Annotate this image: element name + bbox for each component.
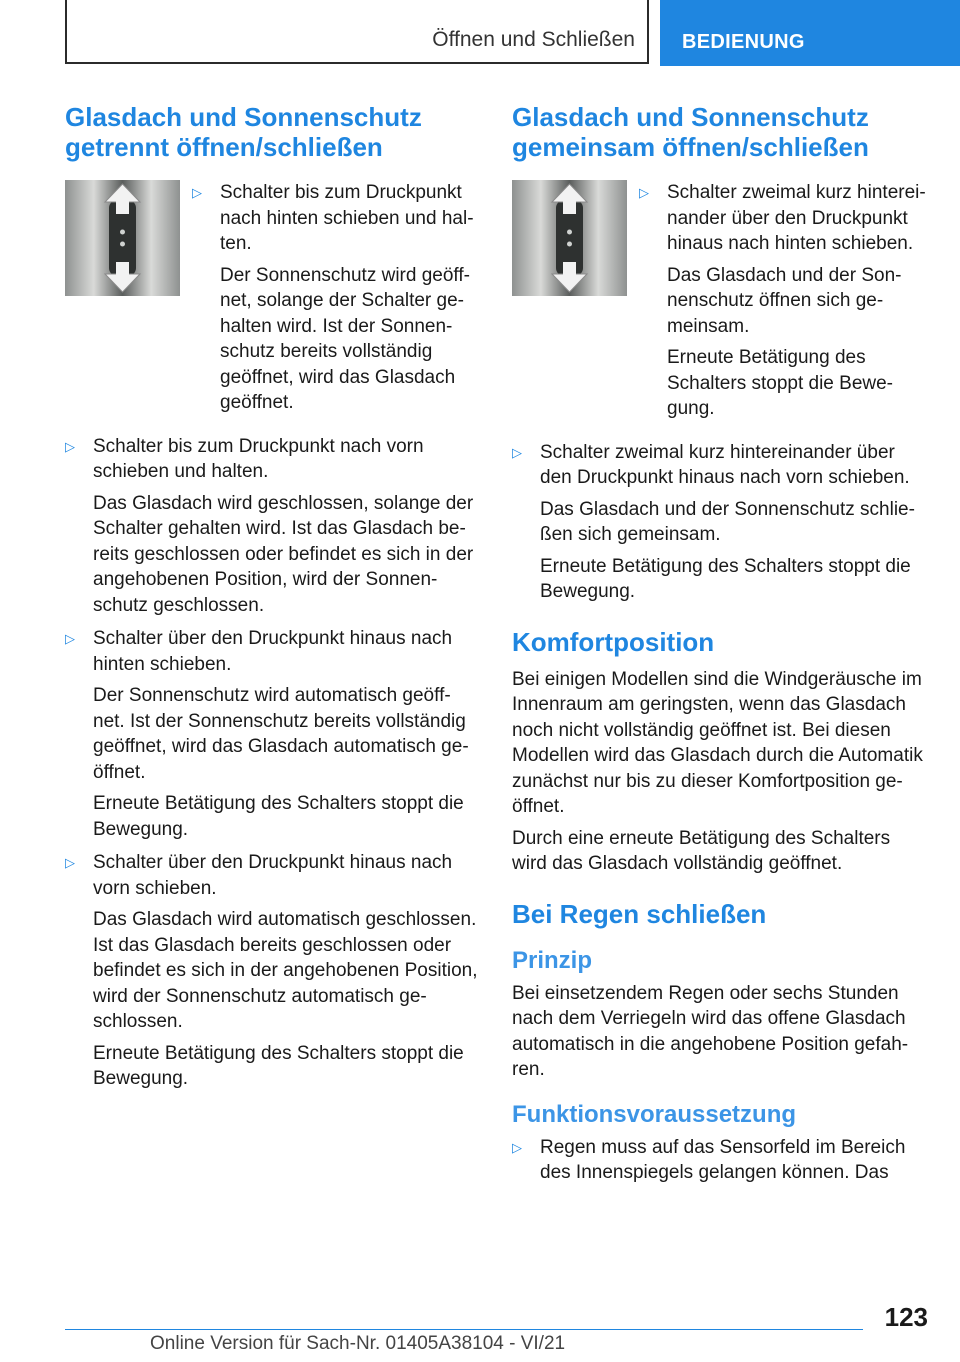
left-bullet bbox=[65, 626, 479, 842]
bullet-text: Das Glasdach wird geschlossen, solange der Schalter gehalten wird. Ist das Glasdach be-reits geschlossen oder befindet es sich in der angehobenen Position, wird der Sonnen-schutz geschlossen. bbox=[93, 492, 474, 616]
bullet-text: Schalter über den Druckpunkt hinaus nach vorn schieben. bbox=[93, 852, 453, 899]
left-bullet bbox=[65, 434, 479, 619]
bullet-triangle-icon: ▷ bbox=[65, 855, 75, 870]
bullet-text: Das Glasdach und der Sonnenschutz schlie-ßen sich gemeinsam. bbox=[540, 498, 915, 545]
header-chapter-tab bbox=[660, 0, 960, 66]
bullet-text: Der Sonnenschutz wird geöff-net, solange der Schalter ge-halten wird. Ist der Sonnen-schutz bereits vollständig geöffnet, wird das Glasdach geöffnet. bbox=[220, 264, 470, 413]
page-number: 123 bbox=[884, 1302, 928, 1332]
komfort-heading: Komfortposition bbox=[512, 626, 715, 657]
footer-divider bbox=[65, 1329, 863, 1330]
bullet-triangle-icon: ▷ bbox=[65, 438, 75, 454]
bullet-text: Das Glasdach wird automatisch geschlossen. Ist das Glasdach bereits geschlossen oder befindet es sich in der angehobenen Position, wird der Sonnenschutz automatisch ge-schlossen. bbox=[93, 909, 478, 1032]
left-bullet bbox=[65, 850, 479, 1092]
header-section-box bbox=[65, 0, 649, 64]
bullet-triangle-icon: ▷ bbox=[512, 444, 522, 460]
bullet-text: Erneute Betätigung des Schalters stoppt die Bewe-gung. bbox=[667, 347, 894, 419]
bullet-triangle-icon: ▷ bbox=[639, 185, 649, 200]
right-column bbox=[512, 102, 930, 1194]
bullet-text: Erneute Betätigung des Schalters stoppt die Bewegung. bbox=[93, 1042, 464, 1089]
roof-switch-illustration bbox=[65, 180, 180, 296]
right-figure-row bbox=[512, 180, 930, 430]
funktion-bullet bbox=[512, 1135, 930, 1186]
komfort-paragraph: Durch eine erneute Betätigung des Schalters wird das Glasdach vollständig geöffnet. bbox=[512, 827, 891, 874]
bullet-text: Schalter über den Druckpunkt hinaus nach hinten schieben. bbox=[93, 628, 453, 675]
bullet-text: Regen muss auf das Sensorfeld im Bereich des Innenspiegels gelangen können. Das bbox=[540, 1136, 906, 1183]
prinzip-paragraph: Bei einsetzendem Regen oder sechs Stunden nach dem Verriegeln wird das offene Glasdach automatisch in die angehobene Position gefah-ren. bbox=[512, 982, 909, 1080]
bullet-text: Der Sonnenschutz wird automatisch geöff-net. Ist der Sonnenschutz bereits vollständig geöffnet, wird das Glasdach automatisch ge-öffnet. bbox=[93, 685, 469, 783]
right-figure-bullet bbox=[639, 180, 930, 422]
bullet-text: Erneute Betätigung des Schalters stoppt die Bewegung. bbox=[540, 555, 911, 602]
right-bullet bbox=[512, 440, 930, 605]
footer-text: Online Version für Sach-Nr. 01405A38104 - VI/21 bbox=[150, 1333, 566, 1354]
bullet-text: Schalter zweimal kurz hinterei-nander über den Druckpunkt hinaus nach hinten schieben. bbox=[667, 182, 926, 254]
funktion-heading: Funktionsvoraussetzung bbox=[512, 1100, 797, 1128]
right-title: Glasdach und Sonnenschutz gemeinsam öffnen/schließen bbox=[512, 102, 869, 162]
bullet-triangle-icon: ▷ bbox=[65, 631, 75, 646]
bullet-text: Das Glasdach und der Son-nenschutz öffnen sich ge-meinsam. bbox=[667, 264, 902, 337]
regen-heading: Bei Regen schließen bbox=[512, 898, 767, 929]
prinzip-heading: Prinzip bbox=[512, 946, 593, 974]
left-column bbox=[65, 102, 479, 1100]
komfort-paragraph: Bei einigen Modellen sind die Windgeräusche im Innenraum am geringsten, wenn das Glasdach noch nicht vollständig geöffnet ist. Bei diesen Modellen wird das Glasdach durch die Automatik zunächst nur bis zu dieser Komfortposition ge-öffnet. bbox=[512, 668, 923, 817]
bullet-text: Schalter bis zum Druckpunkt nach hinten schieben und hal-ten. bbox=[220, 182, 474, 254]
left-figure-row bbox=[65, 180, 479, 424]
header-section-title: Öffnen und Schließen bbox=[432, 28, 635, 51]
bullet-triangle-icon: ▷ bbox=[512, 1139, 522, 1155]
header-chapter-title: BEDIENUNG bbox=[682, 31, 805, 53]
bullet-triangle-icon: ▷ bbox=[192, 185, 202, 200]
left-title: Glasdach und Sonnenschutz getrennt öffnen/schließen bbox=[65, 102, 422, 162]
bullet-text: Erneute Betätigung des Schalters stoppt die Bewegung. bbox=[93, 793, 464, 840]
bullet-text: Schalter bis zum Druckpunkt nach vorn schieben und halten. bbox=[93, 435, 424, 482]
bullet-text: Schalter zweimal kurz hintereinander über den Druckpunkt hinaus nach vorn schieben. bbox=[540, 441, 910, 488]
roof-switch-illustration bbox=[512, 180, 627, 296]
left-figure-bullet bbox=[192, 180, 479, 416]
